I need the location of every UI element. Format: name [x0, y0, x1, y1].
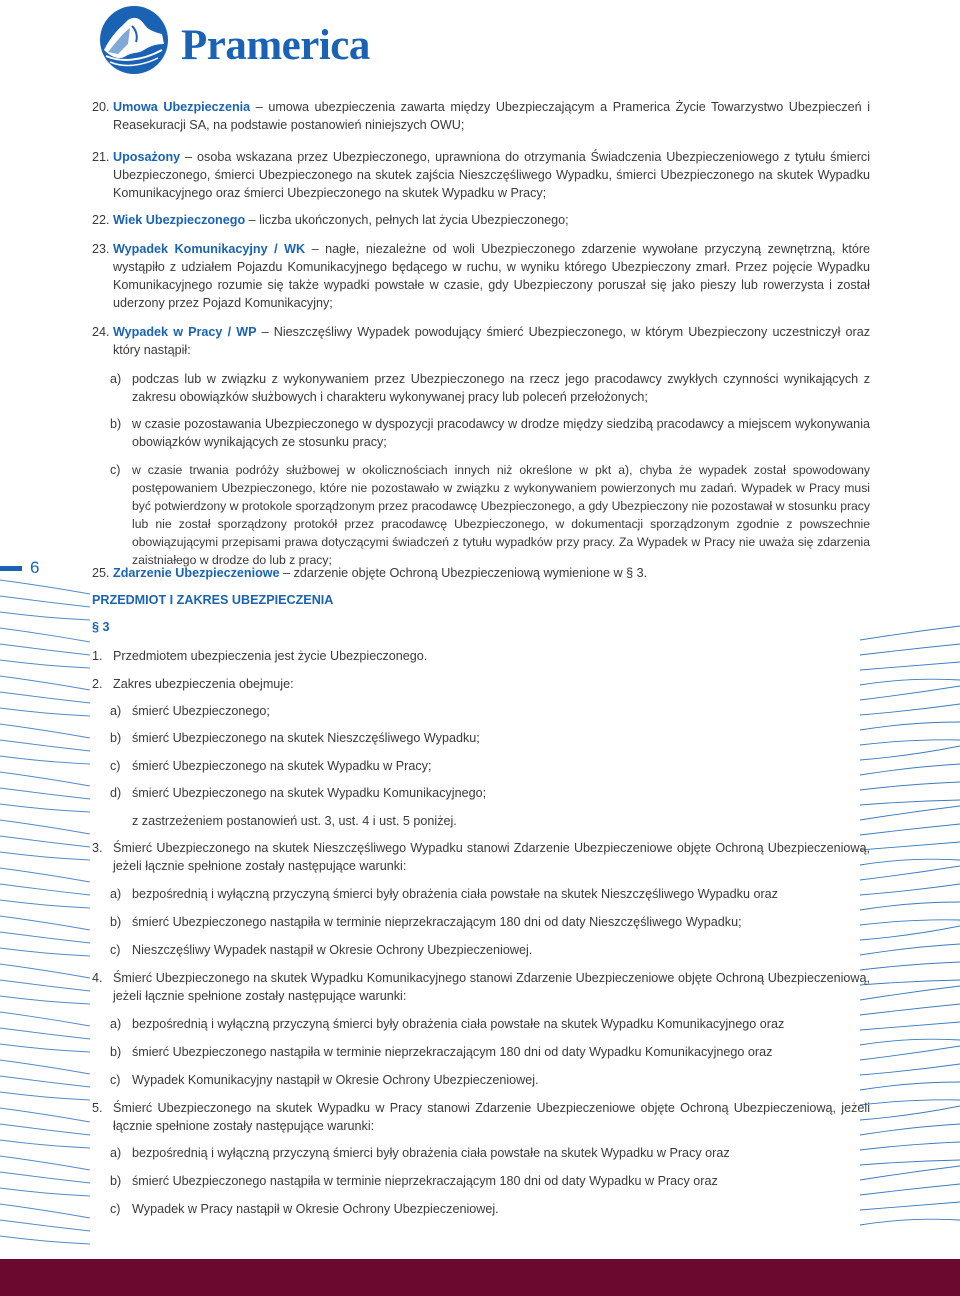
list-item: c) Wypadek w Pracy nastąpił w Okresie Ochrony Ubezpieczeniowej.	[110, 1202, 499, 1216]
wave-line	[0, 1028, 90, 1039]
wave-line	[0, 1172, 90, 1183]
wave-line	[860, 764, 960, 775]
definition-text: liczba ukończonych, pełnych lat życia Ubezpieczonego;	[259, 213, 569, 227]
wave-line	[860, 824, 960, 835]
wave-line	[860, 866, 960, 880]
wave-line	[860, 859, 960, 865]
pramerica-logo	[98, 4, 398, 76]
definition-24: 24. Wypadek w Pracy / WP – Nieszczęśliwy Wypadek powodujący śmierć Ubezpieczonego, w którym Ubezpieczony uczestniczył oraz który nastąpił:	[92, 325, 871, 357]
footer-bar	[0, 1259, 960, 1296]
wave-line	[860, 986, 960, 1000]
wave-line	[860, 806, 960, 820]
wave-line	[0, 996, 90, 1004]
definition-21: 21. Uposażony – osoba wskazana przez Ubezpieczonego, uprawniona do otrzymania Świadczenia Ubezpieczeniowego z tytułu śmierci Ubezpieczonego, śmierci Ubezpieczonego na skutek zajścia Nieszczęśliwego Wypadku, śmierci Ubezpieczonego na skutek Wypadku Komunikacyjnego oraz śmierci Ubezpieczonego na skutek Wypadku w Pracy;	[92, 150, 870, 200]
definition-term: Umowa Ubezpieczenia	[113, 100, 251, 114]
wave-line	[0, 900, 90, 908]
list-item: b) śmierć Ubezpieczonego nastąpiła w terminie nieprzekraczającym 180 dni od daty Nieszczęśliwego Wypadku;	[110, 915, 742, 929]
wave-line	[860, 980, 960, 985]
list-item: b) śmierć Ubezpieczonego nastąpiła w terminie nieprzekraczającym 180 dni od daty Wypadku w Pracy oraz	[110, 1174, 718, 1188]
wave-line	[0, 804, 90, 812]
wave-line	[0, 724, 90, 738]
wave-line	[860, 926, 960, 940]
page-number-marker	[0, 566, 22, 571]
wave-line	[860, 1004, 960, 1015]
wave-line	[860, 782, 960, 790]
wave-line	[0, 1108, 90, 1122]
wave-line	[0, 1076, 90, 1087]
wave-line	[860, 1219, 960, 1225]
wave-line	[860, 1160, 960, 1165]
definition-term: Wiek Ubezpieczonego	[113, 213, 246, 227]
wave-line	[0, 692, 90, 703]
definition-22: 22. Wiek Ubezpieczonego – liczba ukończonych, pełnych lat życia Ubezpieczonego;	[92, 213, 569, 227]
list-item: a) bezpośrednią i wyłączną przyczyną śmierci były obrażenia ciała powstałe na skutek Wypadku Komunikacyjnego oraz	[110, 1017, 785, 1031]
wave-line	[860, 644, 960, 655]
definition-25: 25. Zdarzenie Ubezpieczeniowe – zdarzenie objęte Ochroną Ubezpieczeniową wymienione w § 3.	[92, 566, 648, 580]
list-item: d) śmierć Ubezpieczonego na skutek Wypadku Komunikacyjnego;	[110, 786, 487, 800]
definition-text: zdarzenie objęte Ochroną Ubezpieczeniową wymienione w § 3.	[293, 566, 648, 580]
wave-line	[0, 676, 90, 690]
wave-line	[0, 868, 90, 882]
wave-line	[860, 1124, 960, 1135]
wave-line	[0, 916, 90, 930]
list-item: c) w czasie trwania podróży służbowej w okolicznościach innych niż określone w pkt a), chyba że wypadek został spowodowany postępowaniem Ubezpieczonego, które nie pozostawało w związku z wykonywaniem powierzonych mu zadań. Wypadek w Pracy musi być potwierdzony w protokole sporządzonym przez pracodawcę Ubezpieczonego, a gdy Ubezpieczony nie pozostawał w stosunku pracy lub nie został sporządzony protokół przez pracodawcę Ubezpieczonego, w dokumentacji sporządzonym zgodnie z powszechnie obowiązującymi przepisami prawa dotyczącymi świadczeń z tytułu wypadków przy pracy. Za Wypadek w Pracy nie uważa się zdarzenia zaistniałego w drodze do lub z pracy;	[110, 463, 870, 567]
list-item: b) w czasie pozostawania Ubezpieczonego w dyspozycji pracodawcy w drodze między siedzibą pracodawcy a miejscem wykonywania obowiązków wynikających ze stosunku pracy;	[110, 417, 870, 449]
wave-line	[860, 1039, 960, 1045]
wave-line	[0, 964, 90, 978]
wave-line	[0, 1220, 90, 1231]
wave-line	[860, 722, 960, 730]
point-4: 4. Śmierć Ubezpieczonego na skutek Wypadku Komunikacyjnego stanowi Zdarzenie Ubezpieczeniowe objęte Ochroną Ubezpieczeniową, jeżeli łącznie spełnione zostały następujące warunki:	[92, 971, 870, 1003]
wave-line	[860, 902, 960, 910]
wave-line	[0, 596, 90, 607]
list-tail: z zastrzeżeniem postanowień ust. 3, ust. 4 i ust. 5 poniżej.	[132, 814, 457, 828]
wave-line	[860, 920, 960, 925]
wave-line	[0, 1044, 90, 1052]
wave-line	[0, 772, 90, 786]
list-item: a) podczas lub w związku z wykonywaniem przez Ubezpieczonego na rzecz jego pracodawcy zwykłych czynności wynikających z zakresu obowiązków służbowych i charakteru wykonywanej pracy lub poleceń przełożonych;	[110, 372, 870, 404]
wave-line	[860, 704, 960, 715]
definition-term: Uposażony	[113, 150, 181, 164]
wave-line	[860, 626, 960, 640]
wave-line	[860, 1106, 960, 1120]
wave-line	[860, 1046, 960, 1060]
wave-line	[0, 820, 90, 834]
wave-line	[0, 644, 90, 655]
wave-line	[0, 612, 90, 620]
definition-23: 23. Wypadek Komunikacyjny / WK – nagłe, niezależne od woli Ubezpieczonego zdarzenie wywołane przyczyną zewnętrzną, które wystąpiło z udziałem Pojazdu Komunikacyjnego będącego w ruchu, w wyniku którego Ubezpieczony zmarł. Przez pojęcie Wypadku Komunikacyjnego rozumie się także wypadki powstałe w czasie, gdy Ubezpieczony poruszał się jako pieszy lub rowerzysta i został uderzony przez Pojazd Komunikacyjny;	[92, 242, 871, 310]
wave-line	[0, 740, 90, 751]
list-item: a) bezpośrednią i wyłączną przyczyną śmierci były obrażenia ciała powstałe na skutek Wypadku w Pracy oraz	[110, 1146, 730, 1160]
wave-line	[860, 884, 960, 895]
wave-line	[860, 1082, 960, 1090]
wave-line	[0, 980, 90, 991]
definition-text: osoba wskazana przez Ubezpieczonego, uprawniona do otrzymania Świadczenia Ubezpieczeniowego z tytułu śmierci Ubezpieczonego, śmierci Ubezpieczonego na skutek zajścia Nieszczęśliwego Wypadku, śmierci Ubezpieczonego na skutek Wypadku Komunikacyjnego oraz śmierci Ubezpieczonego na skutek Wypadku w Pracy;	[113, 150, 870, 200]
wave-line	[860, 740, 960, 745]
list-item: a) bezpośrednią i wyłączną przyczyną śmierci były obrażenia ciała powstałe na skutek Nieszczęśliwego Wypadku oraz	[110, 887, 778, 901]
wave-line	[860, 746, 960, 760]
wave-line	[0, 1124, 90, 1135]
wave-line	[0, 1140, 90, 1148]
list-item: c) Nieszczęśliwy Wypadek nastąpił w Okresie Ochrony Ubezpieczeniowej.	[110, 943, 533, 957]
wave-line	[860, 1184, 960, 1195]
wave-line	[860, 1166, 960, 1180]
point-1: 1. Przedmiotem ubezpieczenia jest życie Ubezpieczonego.	[92, 649, 428, 663]
point-2: 2. Zakres ubezpieczenia obejmuje:	[92, 677, 294, 691]
wave-line	[0, 788, 90, 799]
wave-line	[0, 948, 90, 956]
wave-line	[0, 580, 90, 594]
list-item: b) śmierć Ubezpieczonego nastąpiła w terminie nieprzekraczającym 180 dni od daty Wypadku Komunikacyjnego oraz	[110, 1045, 773, 1059]
point-5: 5. Śmierć Ubezpieczonego na skutek Wypadku w Pracy stanowi Zdarzenie Ubezpieczeniowe objęte Ochroną Ubezpieczeniową, jeżeli łącznie spełnione zostały następujące warunki:	[92, 1101, 870, 1133]
definition-text: nagłe, niezależne od woli Ubezpieczonego zdarzenie wywołane przyczyną zewnętrzną, które wystąpiło z udziałem Pojazdu Komunikacyjnego będącego w ruchu, w wyniku którego Ubezpieczony zmarł. Przez pojęcie Wypadku Komunikacyjnego rozumie się także wypadki powstałe w czasie, gdy Ubezpieczony poruszał się jako pieszy lub rowerzysta i został uderzony przez Pojazd Komunikacyjny;	[113, 242, 871, 310]
wave-line	[0, 660, 90, 668]
wave-line	[0, 836, 90, 847]
wave-line	[860, 800, 960, 805]
wave-line	[860, 944, 960, 955]
wave-line	[860, 1202, 960, 1210]
point-3: 3. Śmierć Ubezpieczonego na skutek Nieszczęśliwego Wypadku stanowi Zdarzenie Ubezpieczeniowe objęte Ochroną Ubezpieczeniową, jeżeli łącznie spełnione zostały następujące warunki:	[92, 841, 870, 873]
list-item: c) śmierć Ubezpieczonego na skutek Wypadku w Pracy;	[110, 759, 432, 773]
wave-line	[860, 686, 960, 700]
definition-term: Wypadek Komunikacyjny / WK	[113, 242, 306, 256]
wave-line	[0, 1204, 90, 1218]
wave-line	[860, 962, 960, 970]
wave-line	[860, 662, 960, 670]
wave-line	[860, 1142, 960, 1150]
paragraph-sign: § 3	[92, 620, 110, 634]
section-heading: PRZEDMIOT I ZAKRES UBEZPIECZENIA	[92, 593, 334, 607]
wave-line	[0, 1156, 90, 1170]
wave-line	[0, 628, 90, 642]
list-item: c) Wypadek Komunikacyjny nastąpił w Okresie Ochrony Ubezpieczeniowej.	[110, 1073, 539, 1087]
wave-line	[0, 1092, 90, 1100]
definition-text: umowa ubezpieczenia zawarta między Ubezpieczającym a Pramerica Życie Towarzystwo Ubezpieczeń i Reasekuracji SA, na podstawie postanowień niniejszych OWU;	[113, 100, 870, 132]
wave-line	[860, 1100, 960, 1105]
wave-line	[0, 1012, 90, 1026]
definition-text: Nieszczęśliwy Wypadek powodujący śmierć Ubezpieczonego, w którym Ubezpieczony uczestniczył oraz który nastąpił:	[113, 325, 871, 357]
list-item: b) śmierć Ubezpieczonego na skutek Nieszczęśliwego Wypadku;	[110, 731, 480, 745]
list-item: a) śmierć Ubezpieczonego;	[110, 704, 270, 718]
mountain-rock-logo-icon	[98, 4, 170, 76]
wave-line	[0, 932, 90, 943]
wave-line	[0, 1060, 90, 1074]
wave-line	[0, 756, 90, 764]
wave-line	[860, 1022, 960, 1030]
definition-term: Wypadek w Pracy / WP	[113, 325, 257, 339]
brand-name: Pramerica	[181, 22, 370, 69]
wave-line	[0, 884, 90, 895]
wave-line	[860, 1064, 960, 1075]
definition-20: 20. Umowa Ubezpieczenia – umowa ubezpieczenia zawarta między Ubezpieczającym a Pramerica Życie Towarzystwo Ubezpieczeń i Reasekuracji SA, na podstawie postanowień niniejszych OWU;	[92, 100, 870, 132]
wave-line	[860, 679, 960, 685]
wave-line	[0, 708, 90, 716]
wave-line	[0, 852, 90, 860]
wave-line	[0, 1236, 90, 1244]
wave-line	[860, 842, 960, 850]
page-number: 6	[30, 558, 40, 577]
wave-line	[0, 1188, 90, 1196]
definition-term: Zdarzenie Ubezpieczeniowe	[113, 566, 280, 580]
